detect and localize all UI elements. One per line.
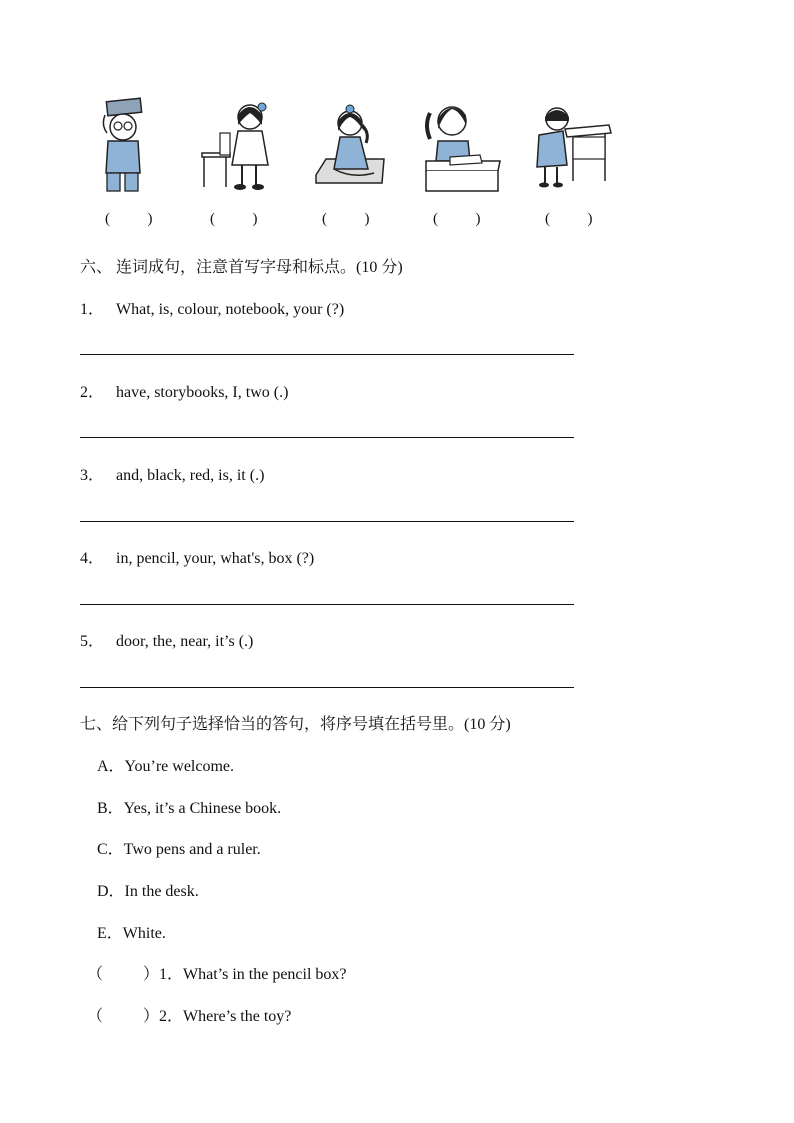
question-number: 1． <box>80 301 105 318</box>
question-number: 4． <box>80 550 105 567</box>
girl-looking-in-desk-icon <box>525 95 615 195</box>
picture-row <box>0 95 794 195</box>
question-number: 3． <box>80 467 105 484</box>
question-text: What, is, colour, notebook, your (?) <box>116 301 345 318</box>
answer-paren-1[interactable]: ( ) <box>105 211 153 227</box>
question-4 <box>80 545 314 568</box>
answer-paren-3[interactable]: ( ) <box>322 211 370 227</box>
girl-sitting-on-floor-icon <box>312 95 387 195</box>
answer-paren-2[interactable]: ( ) <box>210 211 258 227</box>
question-text: door, the, near, it’s (.) <box>116 633 254 650</box>
question-text: and, black, red, is, it (.) <box>116 467 265 484</box>
question-number: 5． <box>80 633 105 650</box>
girl-reading-at-desk-icon <box>420 95 502 195</box>
section-7-heading: 七、给下列句子选择恰当的答句，将序号填在括号里。(10 分) <box>80 716 511 733</box>
question-1 <box>80 296 344 319</box>
option-b: B．Yes, it’s a Chinese book. <box>97 800 282 817</box>
girl-near-chair-icon <box>198 95 278 195</box>
option-d: D．In the desk. <box>97 883 199 900</box>
match-question-2[interactable]: （ ）2．Where’s the toy? <box>87 1008 292 1025</box>
question-5 <box>80 628 253 651</box>
question-number: 2． <box>80 384 105 401</box>
answer-line-1[interactable] <box>80 354 574 355</box>
question-2 <box>80 379 288 402</box>
answer-paren-4[interactable]: ( ) <box>433 211 481 227</box>
question-text: in, pencil, your, what's, box (?) <box>116 550 315 567</box>
question-3 <box>80 462 264 485</box>
answer-line-3[interactable] <box>80 521 574 522</box>
section-6-heading: 六、 连词成句，注意首写字母和标点。(10 分) <box>80 259 403 276</box>
match-question-1[interactable]: （ ）1．What’s in the pencil box? <box>87 966 347 983</box>
answer-line-2[interactable] <box>80 437 574 438</box>
answer-line-4[interactable] <box>80 604 574 605</box>
answer-paren-5[interactable]: ( ) <box>545 211 593 227</box>
boy-with-book-on-head-icon <box>95 95 155 195</box>
question-text: have, storybooks, I, two (.) <box>116 384 289 401</box>
option-c: C．Two pens and a ruler. <box>97 841 261 858</box>
option-a: A．You’re welcome. <box>97 758 235 775</box>
option-e: E．White. <box>97 925 166 942</box>
answer-line-5[interactable] <box>80 687 574 688</box>
